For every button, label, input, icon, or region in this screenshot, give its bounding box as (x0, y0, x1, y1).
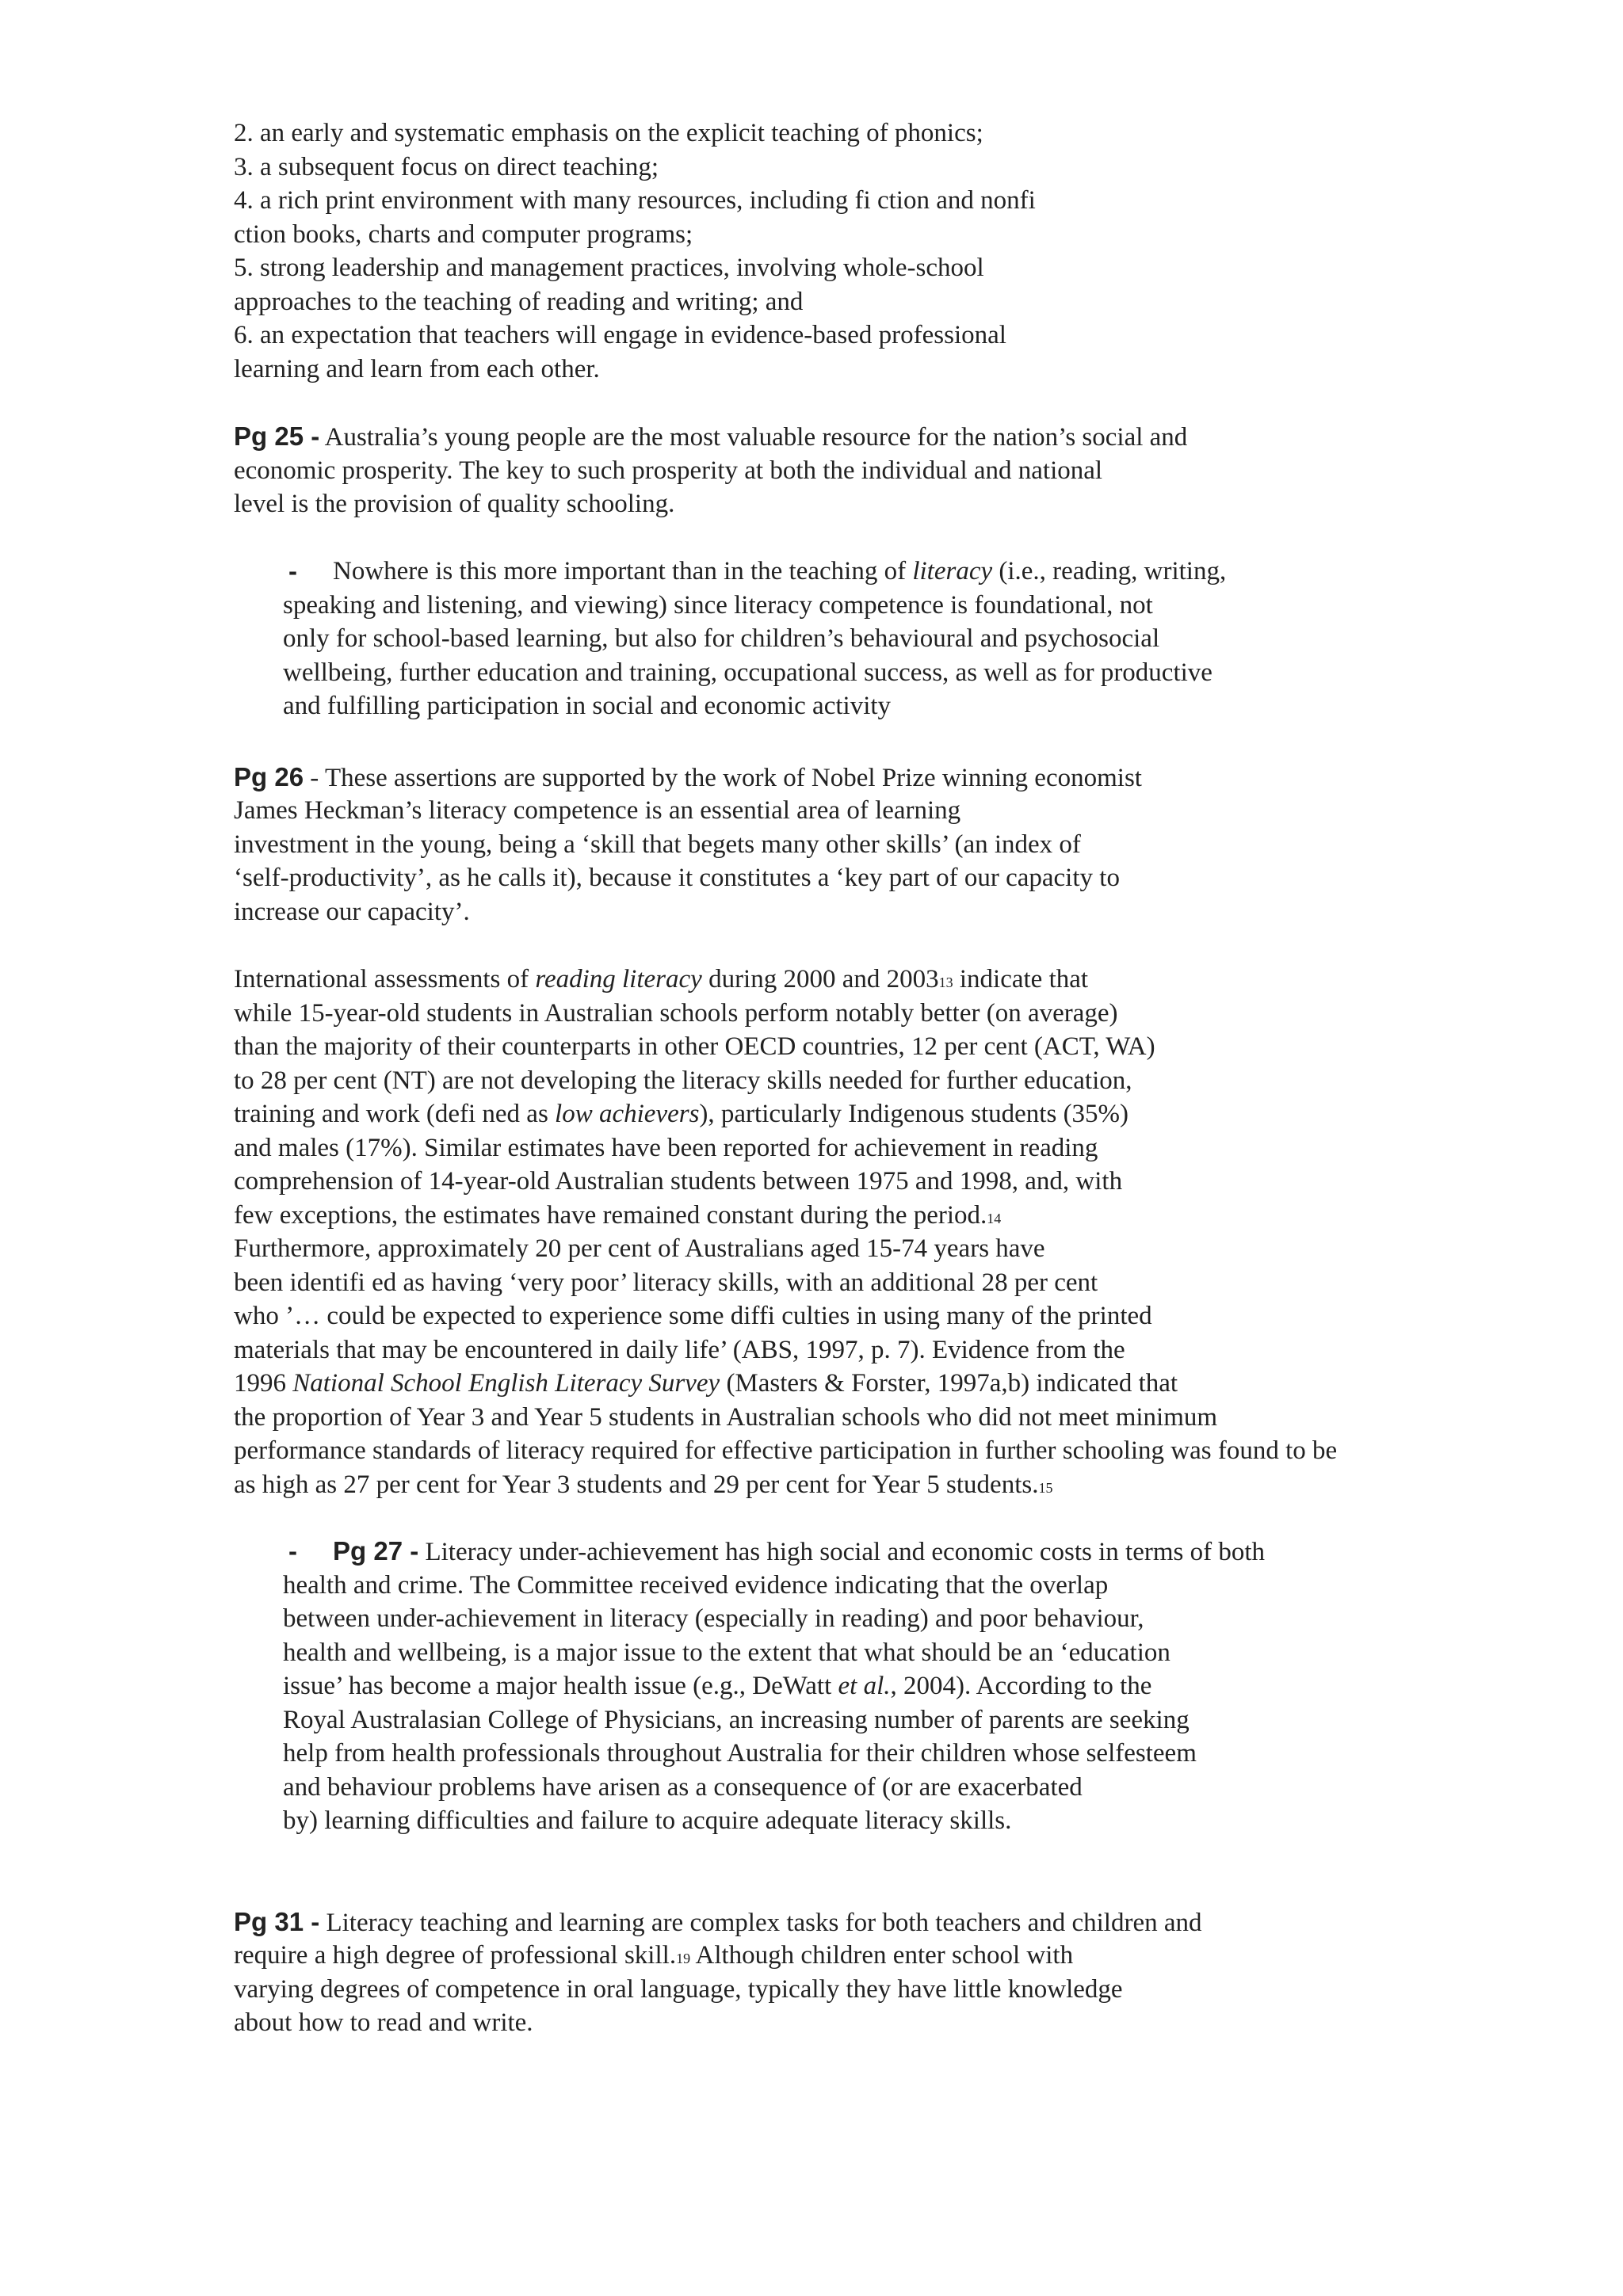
pg26-paragraph-line: ‘self-productivity’, as he calls it), because it constitutes a ‘key part of our capacity to (234, 864, 1120, 892)
pg27-bullet-line: health and wellbeing, is a major issue to the extent that what should be an ‘education (283, 1638, 1170, 1667)
pg31-label: Pg 31 - (234, 1907, 320, 1936)
pg26-paragraph-line: James Heckman’s literacy competence is an essential area of learning (234, 796, 961, 825)
pg26-paragraph-line: Pg 26 - These assertions are supported by the work of Nobel Prize winning economist (234, 762, 1142, 792)
list-item: ction books, charts and computer programs; (234, 220, 693, 249)
pg25-label: Pg 25 - (234, 421, 320, 451)
intl-paragraph-line: as high as 27 per cent for Year 3 students and 29 per cent for Year 5 students.15 (234, 1470, 1053, 1499)
pg25-bullet-line: Nowhere is this more important than in the teaching of literacy (i.e., reading, writing, (333, 557, 1227, 585)
pg25-bullet-line: only for school-based learning, but also for children’s behavioural and psychosocial (283, 624, 1160, 653)
intl-paragraph-line: performance standards of literacy required for effective participation in further schooling was found to be (234, 1436, 1338, 1465)
pg27-bullet-line: help from health professionals throughout Australia for their children whose selfesteem (283, 1739, 1197, 1768)
intl-paragraph-line: to 28 per cent (NT) are not developing the literacy skills needed for further education, (234, 1066, 1132, 1095)
footnote-ref: 14 (987, 1211, 1002, 1226)
pg27-bullet-line: by) learning difficulties and failure to acquire adequate literacy skills. (283, 1806, 1012, 1835)
intl-paragraph-line: while 15-year-old students in Australian schools perform notably better (on average) (234, 999, 1118, 1028)
pg27-bullet-line: Royal Australasian College of Physicians, an increasing number of parents are seeking (283, 1706, 1190, 1734)
intl-paragraph-line: Furthermore, approximately 20 per cent of Australians aged 15-74 years have (234, 1234, 1045, 1263)
bullet-dash: - (288, 556, 297, 585)
list-item: 2. an early and systematic emphasis on the explicit teaching of phonics; (234, 119, 983, 147)
intl-paragraph-line: training and work (defi ned as low achievers), particularly Indigenous students (35%) (234, 1100, 1129, 1128)
intl-paragraph-line: than the majority of their counterparts in other OECD countries, 12 per cent (ACT, WA) (234, 1032, 1155, 1061)
list-item: learning and learn from each other. (234, 355, 600, 383)
intl-paragraph-line: materials that may be encountered in daily life’ (ABS, 1997, p. 7). Evidence from the (234, 1336, 1125, 1364)
intl-paragraph-line: and males (17%). Similar estimates have been reported for achievement in reading (234, 1134, 1098, 1162)
intl-paragraph-line: 1996 National School English Literacy Survey (Masters & Forster, 1997a,b) indicated that (234, 1369, 1178, 1398)
pg25-paragraph-line: Pg 25 - Australia’s young people are the most valuable resource for the nation’s social and (234, 421, 1188, 452)
pg26-paragraph-line: investment in the young, being a ‘skill that begets many other skills’ (an index of (234, 830, 1081, 859)
list-item: 6. an expectation that teachers will engage in evidence-based professional (234, 321, 1006, 349)
pg25-bullet-line: speaking and listening, and viewing) since literacy competence is foundational, not (283, 591, 1153, 620)
intl-paragraph-line: been identifi ed as having ‘very poor’ literacy skills, with an additional 28 per cent (234, 1268, 1098, 1297)
list-item: 3. a subsequent focus on direct teaching; (234, 153, 659, 181)
pg27-label: Pg 27 - (333, 1536, 419, 1566)
pg25-paragraph-line: economic prosperity. The key to such prosperity at both the individual and national (234, 456, 1103, 485)
pg27-bullet-line: Pg 27 - Literacy under-achievement has high social and economic costs in terms of both (333, 1536, 1266, 1566)
list-item: approaches to the teaching of reading and writing; and (234, 288, 804, 316)
intl-paragraph-line: who ’… could be expected to experience some diffi culties in using many of the printed (234, 1302, 1152, 1330)
pg25-bullet-line: wellbeing, further education and training, occupational success, as well as for productive (283, 658, 1212, 687)
intl-paragraph-line: International assessments of reading literacy during 2000 and 200313 indicate that (234, 965, 1089, 994)
pg27-bullet-line: and behaviour problems have arisen as a consequence of (or are exacerbated (283, 1773, 1083, 1802)
footnote-ref: 13 (938, 974, 953, 990)
pg31-paragraph-line: Pg 31 - Literacy teaching and learning are complex tasks for both teachers and children and (234, 1907, 1202, 1937)
pg31-paragraph-line: about how to read and write. (234, 2008, 533, 2037)
pg27-bullet-line: issue’ has become a major health issue (e.g., DeWatt et al., 2004). According to the (283, 1672, 1152, 1700)
intl-paragraph-line: few exceptions, the estimates have remained constant during the period.14 (234, 1201, 1002, 1230)
bullet-dash: - (288, 1536, 297, 1566)
footnote-ref: 19 (676, 1951, 691, 1966)
pg25-paragraph-line: level is the provision of quality schooling. (234, 490, 675, 518)
pg26-label: Pg 26 (234, 762, 304, 791)
intl-paragraph-line: the proportion of Year 3 and Year 5 students in Australian schools who did not meet minimum (234, 1403, 1218, 1432)
intl-paragraph-line: comprehension of 14-year-old Australian students between 1975 and 1998, and, with (234, 1167, 1123, 1196)
pg27-bullet-line: between under-achievement in literacy (especially in reading) and poor behaviour, (283, 1604, 1144, 1633)
pg26-paragraph-line: increase our capacity’. (234, 898, 470, 926)
pg25-bullet-line: and fulfilling participation in social and economic activity (283, 692, 892, 720)
pg27-bullet-line: health and crime. The Committee received evidence indicating that the overlap (283, 1571, 1109, 1600)
list-item: 4. a rich print environment with many resources, including fi ction and nonfi (234, 186, 1036, 215)
list-item: 5. strong leadership and management practices, involving whole-school (234, 254, 984, 282)
footnote-ref: 15 (1038, 1480, 1053, 1496)
pg31-paragraph-line: require a high degree of professional skill.19 Although children enter school with (234, 1941, 1074, 1970)
pg31-paragraph-line: varying degrees of competence in oral language, typically they have little knowledge (234, 1975, 1123, 2004)
